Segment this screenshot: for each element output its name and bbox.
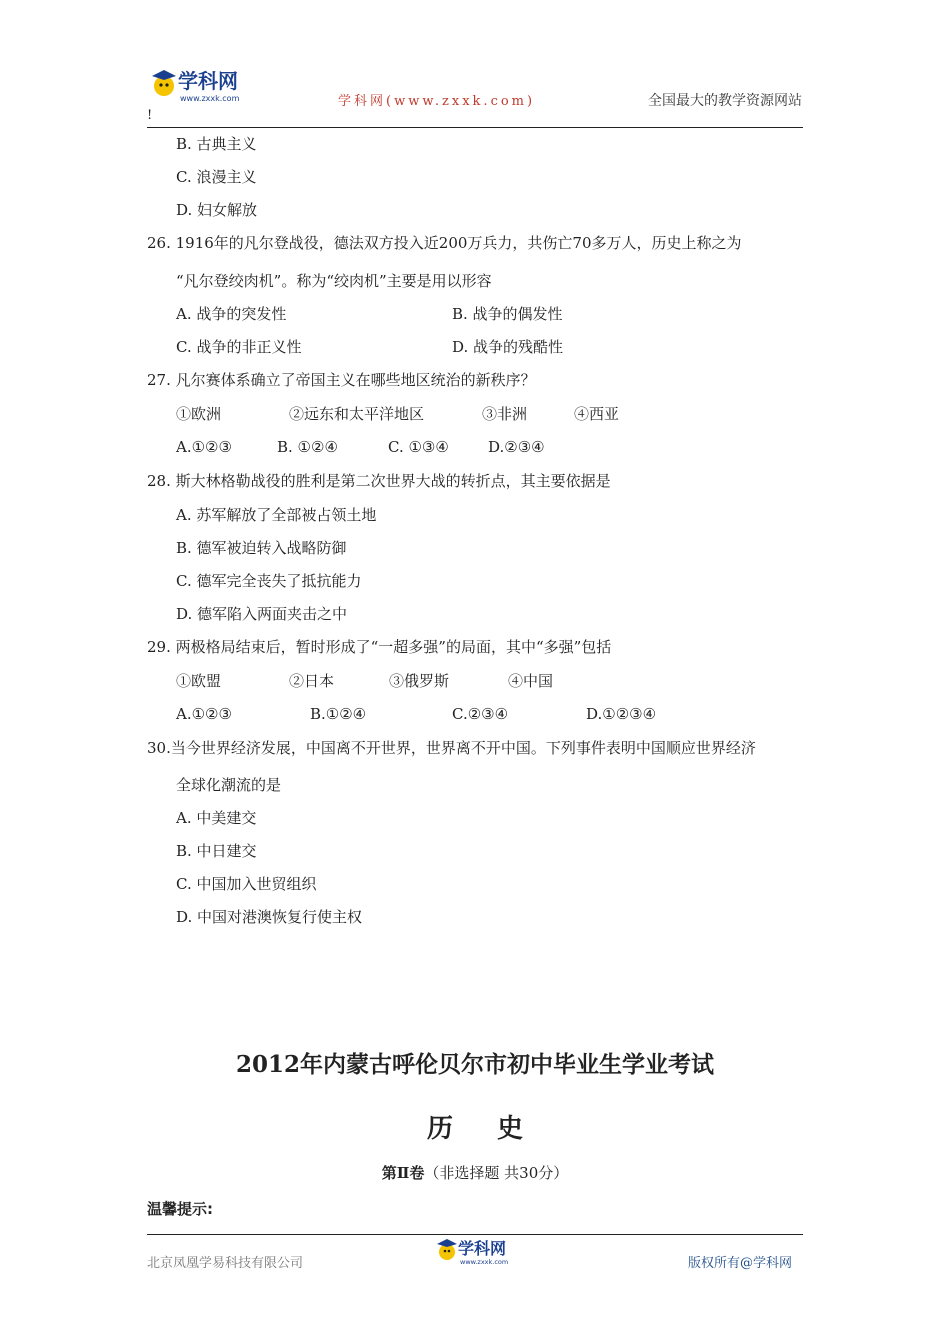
logo-text: 学科网 — [458, 1239, 507, 1258]
header-site-link[interactable]: 学科网(www.zxxk.com) — [338, 94, 536, 109]
option-line: C. ①③④ — [388, 438, 449, 456]
option-line: A. 苏军解放了全部被占领土地 — [176, 506, 377, 524]
header-stray-mark: ! — [147, 108, 153, 123]
option-line: C. 浪漫主义 — [176, 168, 257, 186]
choice-item: ②远东和太平洋地区 — [289, 405, 425, 423]
question-30-stem: 30.当今世界经济发展，中国离不开世界，世界离不开中国。下列事件表明中国顺应世界经济 — [147, 739, 756, 757]
option-line: D.①②③④ — [586, 705, 657, 723]
subject-title: 历史 — [426, 1114, 567, 1144]
section-detail: （非选择题 共30分） — [424, 1164, 569, 1182]
option-line: D. 中国对港澳恢复行使主权 — [176, 908, 363, 926]
choice-item: ①欧盟 — [176, 672, 222, 690]
question-28-stem: 28. 斯大林格勒战役的胜利是第二次世界大战的转折点，其主要依据是 — [147, 472, 611, 490]
question-26-stem-cont: “凡尔登绞肉机”。称为“绞肉机”主要是用以形容 — [176, 272, 492, 290]
option-line: D. 战争的残酷性 — [452, 338, 564, 356]
option-line: B. 战争的偶发性 — [452, 305, 563, 323]
question-29-stem: 29. 两极格局结束后，暂时形成了“一超多强”的局面，其中“多强”包括 — [147, 638, 612, 656]
logo-url: www.zxxk.com — [180, 94, 240, 103]
option-line: C. 中国加入世贸组织 — [176, 875, 317, 893]
exam-title: 2012年内蒙古呼伦贝尔市初中毕业生学业考试 — [235, 1051, 714, 1078]
question-27-stem: 27. 凡尔赛体系确立了帝国主义在哪些地区统治的新秩序？ — [147, 371, 536, 389]
option-line: D. 妇女解放 — [176, 201, 258, 219]
footer-company: 北京凤凰学易科技有限公司 — [147, 1256, 304, 1271]
logo-url: www.zxxk.com — [460, 1258, 509, 1266]
option-line: C. 战争的非正义性 — [176, 338, 302, 356]
section-heading — [0, 1162, 950, 1183]
question-30-stem-cont: 全球化潮流的是 — [176, 776, 282, 794]
option-line: B.①②④ — [310, 705, 367, 723]
option-line: A.①②③ — [176, 438, 232, 456]
choice-item: ③非洲 — [482, 405, 528, 423]
logo-text: 学科网 — [178, 69, 238, 93]
option-line: B. 中日建交 — [176, 842, 257, 860]
site-logo — [150, 66, 260, 106]
footer-logo — [436, 1236, 526, 1268]
choice-item: ②日本 — [289, 672, 335, 690]
option-line: A.①②③ — [176, 705, 232, 723]
header-divider — [147, 127, 803, 128]
option-line: C. 德军完全丧失了抵抗能力 — [176, 572, 362, 590]
option-line: A. 中美建交 — [176, 809, 257, 827]
choice-item: ④中国 — [508, 672, 554, 690]
choice-item: ①欧洲 — [176, 405, 222, 423]
question-26-stem: 26. 1916年的凡尔登战役，德法双方投入近200万兵力，共伤亡70多万人，历史上称之为 — [147, 234, 742, 252]
option-line: D.②③④ — [488, 438, 545, 456]
footer-divider — [147, 1234, 803, 1235]
option-line: B. 古典主义 — [176, 135, 257, 153]
option-line: B. 德军被迫转入战略防御 — [176, 539, 347, 557]
option-line: A. 战争的突发性 — [176, 305, 287, 323]
header-slogan: 全国最大的教学资源网站 — [648, 93, 802, 109]
choice-item: ③俄罗斯 — [389, 672, 450, 690]
option-line: B. ①②④ — [277, 438, 338, 456]
tip-label: 温馨提示: — [147, 1200, 213, 1218]
section-label: 第Ⅱ卷 — [381, 1164, 425, 1182]
option-line: C.②③④ — [452, 705, 509, 723]
choice-item: ④西亚 — [574, 405, 620, 423]
option-line: D. 德军陷入两面夹击之中 — [176, 605, 348, 623]
footer-copyright[interactable]: 版权所有@学科网 — [688, 1256, 793, 1271]
